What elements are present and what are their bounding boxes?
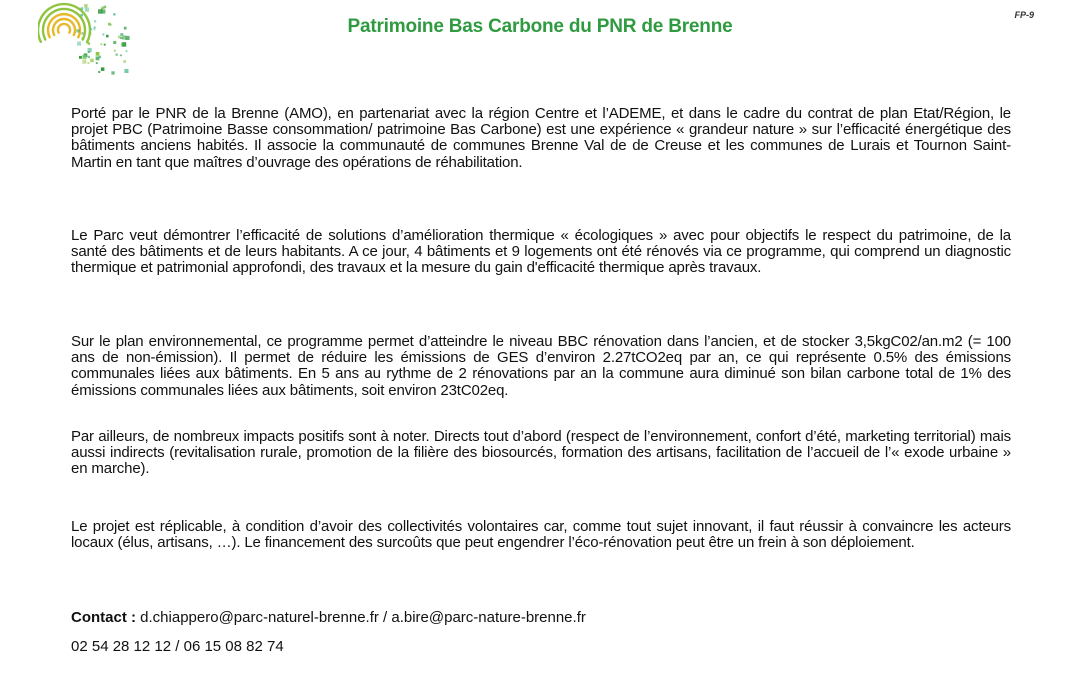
- contact-label: Contact :: [71, 609, 136, 626]
- logo-particle: [126, 50, 128, 52]
- logo-particle: [88, 56, 90, 58]
- contact-line: [71, 609, 586, 627]
- fingerprint-logo-icon: [38, 0, 130, 78]
- contact-phones: 02 54 28 12 12 / 06 15 08 82 74: [71, 638, 284, 655]
- logo-particle: [85, 8, 89, 12]
- paragraph-park-objectives: Le Parc veut démontrer l’efficacité de solutions d’amélioration thermique « écologiques » avec pour objectifs le respect du patrimoine, de la santé des bâtiments et de leurs habitants. A ce jour, 4 bâtiments et 9 logements ont été rénovés via ce programme, qui comprend un diagnostic thermique et patrimonial approfondi, des travaux et la mesure du gain d'efficacité thermique après travaux.: [71, 227, 1011, 277]
- logo-particle: [104, 44, 106, 46]
- logo-particle: [82, 60, 86, 64]
- logo-particle: [114, 50, 116, 52]
- logo-particle: [83, 55, 86, 58]
- paragraph-environmental-impact: Sur le plan environnemental, ce programme permet d’atteindre le niveau BBC rénovation dans l’ancien, et de stocker 3,5kgC02/an.m2 (= 100 ans de non-émission). Il permet de réduire les émissions de GES d’environ 2.27tCO2eq par an, ce qui représente 0.5% des émissions communales liées aux bâtiments. En 5 ans au rythme de 2 rénovations par an la commune aura diminué son bilan carbone total de 1% des émissions communales liées aux bâtiments, soit environ 23tC02eq.: [71, 333, 1011, 399]
- logo-particle: [102, 7, 105, 10]
- logo-particle: [80, 9, 82, 11]
- logo-particle: [98, 71, 100, 73]
- logo-particle: [84, 4, 87, 7]
- logo-particle: [86, 41, 88, 43]
- logo-particle: [116, 54, 118, 56]
- logo-particle: [88, 62, 90, 64]
- logo-particle: [111, 71, 114, 74]
- logo-particle: [90, 59, 94, 63]
- logo-particle: [123, 60, 126, 63]
- paragraph-positive-impacts: Par ailleurs, de nombreux impacts positifs sont à noter. Directs tout d’abord (respect de l’environnement, confort d’été, marketing territorial) mais aussi indirects (revitalisation rurale, promotion de la filière des biosourcés, formation des artisans, facilitation de l’accueil de l’« exode urbaine » en marche).: [71, 428, 1011, 478]
- logo-particle: [96, 62, 98, 64]
- logo-particle: [96, 52, 100, 56]
- document-reference: FP-9: [1014, 10, 1034, 20]
- contact-emails[interactable]: d.chiappero@parc-naturel-brenne.fr / a.bire@parc-nature-brenne.fr: [140, 609, 586, 626]
- logo-particle: [98, 9, 102, 13]
- logo-particle: [121, 44, 123, 46]
- logo-particle: [101, 43, 103, 45]
- paragraph-project-intro: Porté par le PNR de la Brenne (AMO), en partenariat avec la région Centre et l’ADEME, et dans le cadre du contrat de plan Etat/Région, le projet PBC (Patrimoine Basse consommation/ patrimoine Bas Carbone) est une expérience « grandeur nature » sur l’efficacité énergétique des bâtiments anciens habités. Il associe la communauté de communes Brenne Val de de Creuse et les communes de Lurais et Tournon Saint-Martin en tant que maîtres d’ouvrage des opérations de réhabilitation.: [71, 105, 1011, 171]
- logo-particle: [77, 42, 81, 46]
- page-title: Patrimoine Bas Carbone du PNR de Brenne: [347, 16, 733, 37]
- logo-particle: [88, 48, 92, 52]
- logo-particle: [124, 69, 128, 73]
- paragraph-replicability: Le projet est réplicable, à condition d’avoir des collectivités volontaires car, comme tout sujet innovant, il faut réussir à convaincre les acteurs locaux (élus, artisans, …). Le financement des surcoûts que peut engendrer l’éco-rénovation peut être un frein à son déploiement.: [71, 518, 1011, 552]
- logo-particle: [113, 41, 116, 44]
- logo-particle: [79, 56, 82, 59]
- logo-particle: [96, 57, 100, 61]
- logo-particle: [101, 67, 105, 71]
- logo-particle: [120, 55, 122, 57]
